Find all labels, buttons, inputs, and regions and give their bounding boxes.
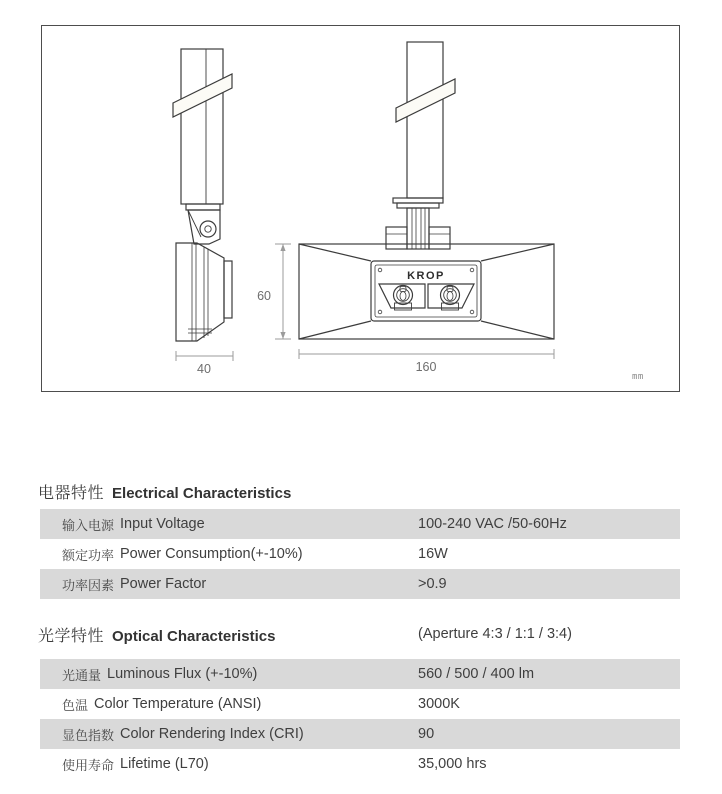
table-row — [40, 509, 680, 539]
row-label-zh: 输入电源 — [62, 517, 115, 533]
row-value: 3000K — [418, 696, 460, 712]
section-heading-electrical — [38, 480, 680, 502]
technical-drawing — [42, 26, 679, 391]
units-label: mm — [632, 372, 644, 382]
hinge-outer — [200, 221, 216, 237]
row-label-en: Color Rendering Index (CRI) — [120, 726, 304, 742]
hinge-inner — [205, 226, 211, 232]
dim-width-label: 160 — [415, 360, 437, 374]
row-value: 16W — [418, 546, 448, 562]
row-value: >0.9 — [418, 576, 447, 592]
section-heading-optical — [38, 623, 680, 645]
row-label-zh: 功率因素 — [62, 577, 115, 593]
side-body — [176, 243, 224, 341]
aperture-note: (Aperture 4:3 / 1:1 / 3:4) — [418, 626, 572, 642]
brand-label: KROP — [407, 270, 445, 282]
table-row — [40, 539, 680, 569]
table-row — [40, 749, 680, 779]
row-label-en: Lifetime (L70) — [120, 756, 209, 772]
side-pole — [181, 49, 223, 204]
dim-depth-label: 40 — [197, 362, 211, 376]
row-label-zh: 使用寿命 — [62, 757, 115, 773]
side-lens-plate — [224, 261, 232, 318]
section-title-zh: 光学特性 — [38, 628, 105, 645]
table-row — [40, 569, 680, 599]
row-value: 35,000 hrs — [418, 756, 487, 772]
section-title-en: Electrical Characteristics — [112, 485, 292, 502]
row-label-zh: 显色指数 — [62, 727, 115, 743]
section-title-zh: 电器特性 — [38, 485, 105, 502]
section-title-en: Optical Characteristics — [112, 628, 276, 645]
electrical-table — [40, 509, 680, 599]
side-view — [173, 49, 232, 341]
row-value: 90 — [418, 726, 435, 742]
row-label-zh: 光通量 — [62, 667, 102, 683]
front-pole — [407, 42, 443, 198]
row-label-zh: 色温 — [62, 697, 89, 713]
row-label-en: Power Consumption(+-10%) — [120, 546, 303, 562]
screw — [378, 310, 382, 314]
row-label-en: Color Temperature (ANSI) — [94, 696, 262, 712]
row-label-zh: 额定功率 — [62, 547, 115, 563]
row-value: 560 / 500 / 400 lm — [418, 666, 535, 682]
screw — [470, 310, 474, 314]
row-label-en: Power Factor — [120, 576, 207, 592]
row-label-en: Luminous Flux (+-10%) — [107, 666, 258, 682]
front-housing — [299, 244, 554, 339]
front-break-ribbon — [396, 79, 455, 122]
table-row — [40, 689, 680, 719]
screw — [378, 268, 382, 272]
dim-height-label: 60 — [257, 289, 271, 303]
row-value: 100-240 VAC /50-60Hz — [418, 516, 567, 532]
front-view — [299, 42, 554, 339]
table-row — [40, 659, 680, 689]
technical-drawing-frame — [41, 25, 680, 392]
row-label-en: Input Voltage — [120, 516, 205, 532]
table-row — [40, 719, 680, 749]
screw — [470, 268, 474, 272]
optical-table — [40, 659, 680, 779]
